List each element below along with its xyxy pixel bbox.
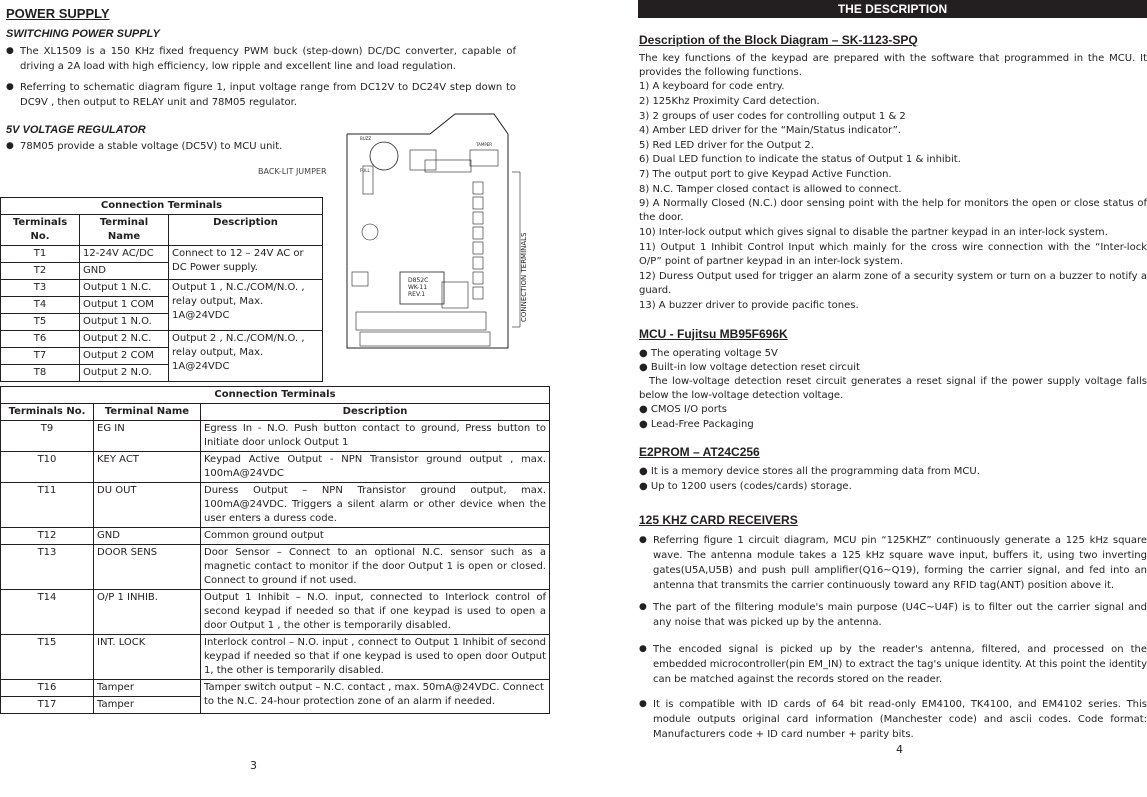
card-bullet-2: ● The part of the filtering module's main purpose (U4C~U4F) is to filter out the carrier signal and any noise that was picked up by the antenna. (639, 602, 1147, 628)
block-intro: The key functions of the keypad are prepared with the software that programmed in the MCU. It provides the following functions. (639, 53, 1147, 78)
list-item: 13) A buzzer driver to provide pacific tones. (639, 300, 859, 311)
power-supply-title: POWER SUPPLY (6, 6, 110, 21)
card-bullet-3: ● The encoded signal is picked up by the reader's antenna, filtered, and processed on the embedded microcontroller(pin EM_IN) to extract the tag's unique identity. At this point the identity can be matched against the records stored on the reader. (639, 644, 1147, 685)
chip-line-3: REV.1 (408, 291, 426, 298)
block-diagram-title: Description of the Block Diagram – SK-1123-SPQ (639, 33, 918, 47)
connection-table-1 (0, 197, 323, 382)
list-item: ● Built-in low voltage detection reset circuit (639, 362, 860, 373)
table1-group-output1: Output 1 , N.C./COM/N.O. , relay output, Max. 1A@24VDC (169, 280, 323, 331)
table1-caption: Connection Terminals (1, 198, 323, 215)
table-row: T17 Tamper (1, 697, 550, 714)
list-item: 2) 125Khz Proximity Card detection. (639, 96, 820, 107)
table1-group-power: Connect to 12 – 24V AC or DC Power supply. (169, 246, 323, 280)
table2-header-desc: Description (201, 404, 550, 421)
list-item: 9) A Normally Closed (N.C.) door sensing point with the help for monitors the open or close status of the door. (639, 198, 1147, 223)
table1-header-desc: Description (169, 215, 323, 246)
list-item: ● Up to 1200 users (codes/cards) storage. (639, 481, 852, 492)
list-item: 8) N.C. Tamper closed contact is allowed to connect. (639, 184, 902, 195)
card-bullet-1: ● Referring figure 1 circuit diagram, MCU pin “125KHZ” continuously generate a 125 kHz square wave. The antenna module takes a 125 kHz square wave input, buffers it, using two inverting gates(U5A,U5B) and push pull amplifier(Q16~Q19), forming the carrier signal, and fed into an antenna that transmits the carrier continuously toward any RFID tag(ANT) position above it. (639, 535, 1147, 591)
card-bullet-4: ● It is compatible with ID cards of 64 bit read-only EM4100, TK4100, and EM4102 series. This module outputs original card information (Manchester code) and ascii codes. Code format: Manufacturers code + ID card number + parity bits. (639, 699, 1147, 740)
circuit-board-diagram (330, 112, 550, 350)
table-row: T3 Output 1 N.C. Output 1 , N.C./COM/N.O. , relay output, Max. 1A@24VDC (1, 280, 323, 297)
left-page (0, 0, 560, 797)
switching-bullet-2: ● Referring to schematic diagram figure 1, input voltage range from DC12V to DC24V step down to DC9V , then output to RELAY unit and 78M05 regulator. (6, 82, 516, 108)
list-item: ● Lead-Free Packaging (639, 419, 754, 430)
card-receivers-title: 125 KHZ CARD RECEIVERS (639, 513, 798, 527)
table-row: T2 GND (1, 263, 323, 280)
table-row: T7 Output 2 COM (1, 348, 323, 365)
table-row: T8 Output 2 N.O. (1, 365, 323, 382)
regulator-title: 5V VOLTAGE REGULATOR (6, 124, 146, 136)
table-row: T16 Tamper Tamper switch output – N.C. contact , max. 50mA@24VDC. Connect to the N.C. 24-hour protection zone of an alarm if needed. (1, 680, 550, 697)
description-header-bar: THE DESCRIPTION (638, 0, 1147, 18)
table1-group-output2: Output 2 , N.C./COM/N.O. , relay output, Max. 1A@24VDC (169, 331, 323, 382)
table-row: T10 KEY ACT Keypad Active Output - NPN Transistor ground output , max. 100mA@24VDC (1, 452, 550, 483)
list-item: ● CMOS I/O ports (639, 404, 727, 415)
list-item: 11) Output 1 Inhibit Control Input which mainly for the cross wire connection with the “Inter-lock O/P” point of partner keypad in an inter-lock system. (639, 242, 1147, 267)
connection-table-2 (0, 386, 550, 714)
e2prom-title: E2PROM – AT24C256 (639, 445, 760, 459)
table-row: T5 Output 1 N.O. (1, 314, 323, 331)
table-row: T6 Output 2 N.C. Output 2 , N.C./COM/N.O. , relay output, Max. 1A@24VDC (1, 331, 323, 348)
table-row: T14 O/P 1 INHIB. Output 1 Inhibit – N.O. input, connected to Interlock control of second keypad if needed so that if one keypad is used to open a door Output 1 , the other is temporarily disabled. (1, 590, 550, 635)
list-item: 1) A keyboard for code entry. (639, 81, 785, 92)
table-row: T11 DU OUT Duress Output – NPN Transistor ground output, max. 100mA@24VDC. Triggers a silent alarm or other device when the user enters a duress code. (1, 483, 550, 528)
table2-header-name: Terminal Name (94, 404, 201, 421)
buzz-label: BUZZ (360, 136, 372, 141)
mcu-title: MCU - Fujitsu MB95F696K (639, 327, 788, 341)
chip-line-2: WK-11 (408, 284, 428, 291)
table-row: T12 GND Common ground output (1, 528, 550, 545)
list-item: 3) 2 groups of user codes for controlling output 1 & 2 (639, 111, 906, 122)
table-row: T15 INT. LOCK Interlock control – N.O. input , connect to Output 1 Inhibit of second keypad if needed so that if one keypad is used to open door Output 1, the other is temporarily disabled. (1, 635, 550, 680)
list-item: 5) Red LED driver for the Output 2. (639, 140, 814, 151)
list-item: 12) Duress Output used for trigger an alarm zone of a security system or turn on a buzzer to notify a guard. (639, 271, 1147, 296)
list-item: 6) Dual LED function to indicate the status of Output 1 & inhibit. (639, 154, 961, 165)
table1-header-name: Terminal Name (80, 215, 169, 246)
right-page (638, 0, 1147, 797)
table-row: T13 DOOR SENS Door Sensor – Connect to an optional N.C. sensor such as a magnetic contact to monitor if the door Output 1 is open or closed. Connect to ground if not used. (1, 545, 550, 590)
table1-header-no: Terminals No. (1, 215, 80, 246)
switching-title: SWITCHING POWER SUPPLY (6, 28, 160, 40)
fully-label: FULL (360, 168, 370, 173)
page-number-left: 3 (250, 759, 257, 772)
table-row: T4 Output 1 COM (1, 297, 323, 314)
switching-bullet-1: ● The XL1509 is a 150 KHz fixed frequency PWM buck (step-down) DC/DC converter, capable of driving a 2A load with high efficiency, low ripple and excellent line and load regulation. (6, 46, 516, 72)
table-row: T1 12-24V AC/DC Connect to 12 – 24V AC or DC Power supply. (1, 246, 323, 263)
list-item: 7) The output port to give Keypad Active Function. (639, 169, 892, 180)
table2-caption: Connection Terminals (1, 387, 550, 404)
regulator-bullet: ● 78M05 provide a stable voltage (DC5V) to MCU unit. (6, 141, 283, 152)
list-item: 10) Inter-lock output which gives signal to disable the partner keypad in an inter-lock system. (639, 227, 1108, 238)
connection-terminals-label: CONNECTION TERMINALS (520, 232, 528, 322)
chip-line-1: D852C (408, 277, 429, 284)
list-item: ● It is a memory device stores all the programming data from MCU. (639, 466, 980, 477)
list-item: ● The operating voltage 5V (639, 348, 778, 359)
list-item: 4) Amber LED driver for the “Main/Status indicator”. (639, 125, 901, 136)
list-item: The low-voltage detection reset circuit generates a reset signal if the power supply voltage falls below the low-voltage detection voltage. (639, 376, 1147, 401)
backlit-jumper-label: BACK-LIT JUMPER (258, 167, 327, 176)
table2-tamper-desc: Tamper switch output – N.C. contact , max. 50mA@24VDC. Connect to the N.C. 24-hour protection zone of an alarm if needed. (201, 680, 550, 714)
page-number-right: 4 (896, 743, 903, 756)
table2-header-no: Terminals No. (1, 404, 94, 421)
tamper-label: TAMPER (476, 142, 493, 147)
table-row: T9 EG IN Egress In - N.O. Push button contact to ground, Press button to Initiate door unlock Output 1 (1, 421, 550, 452)
